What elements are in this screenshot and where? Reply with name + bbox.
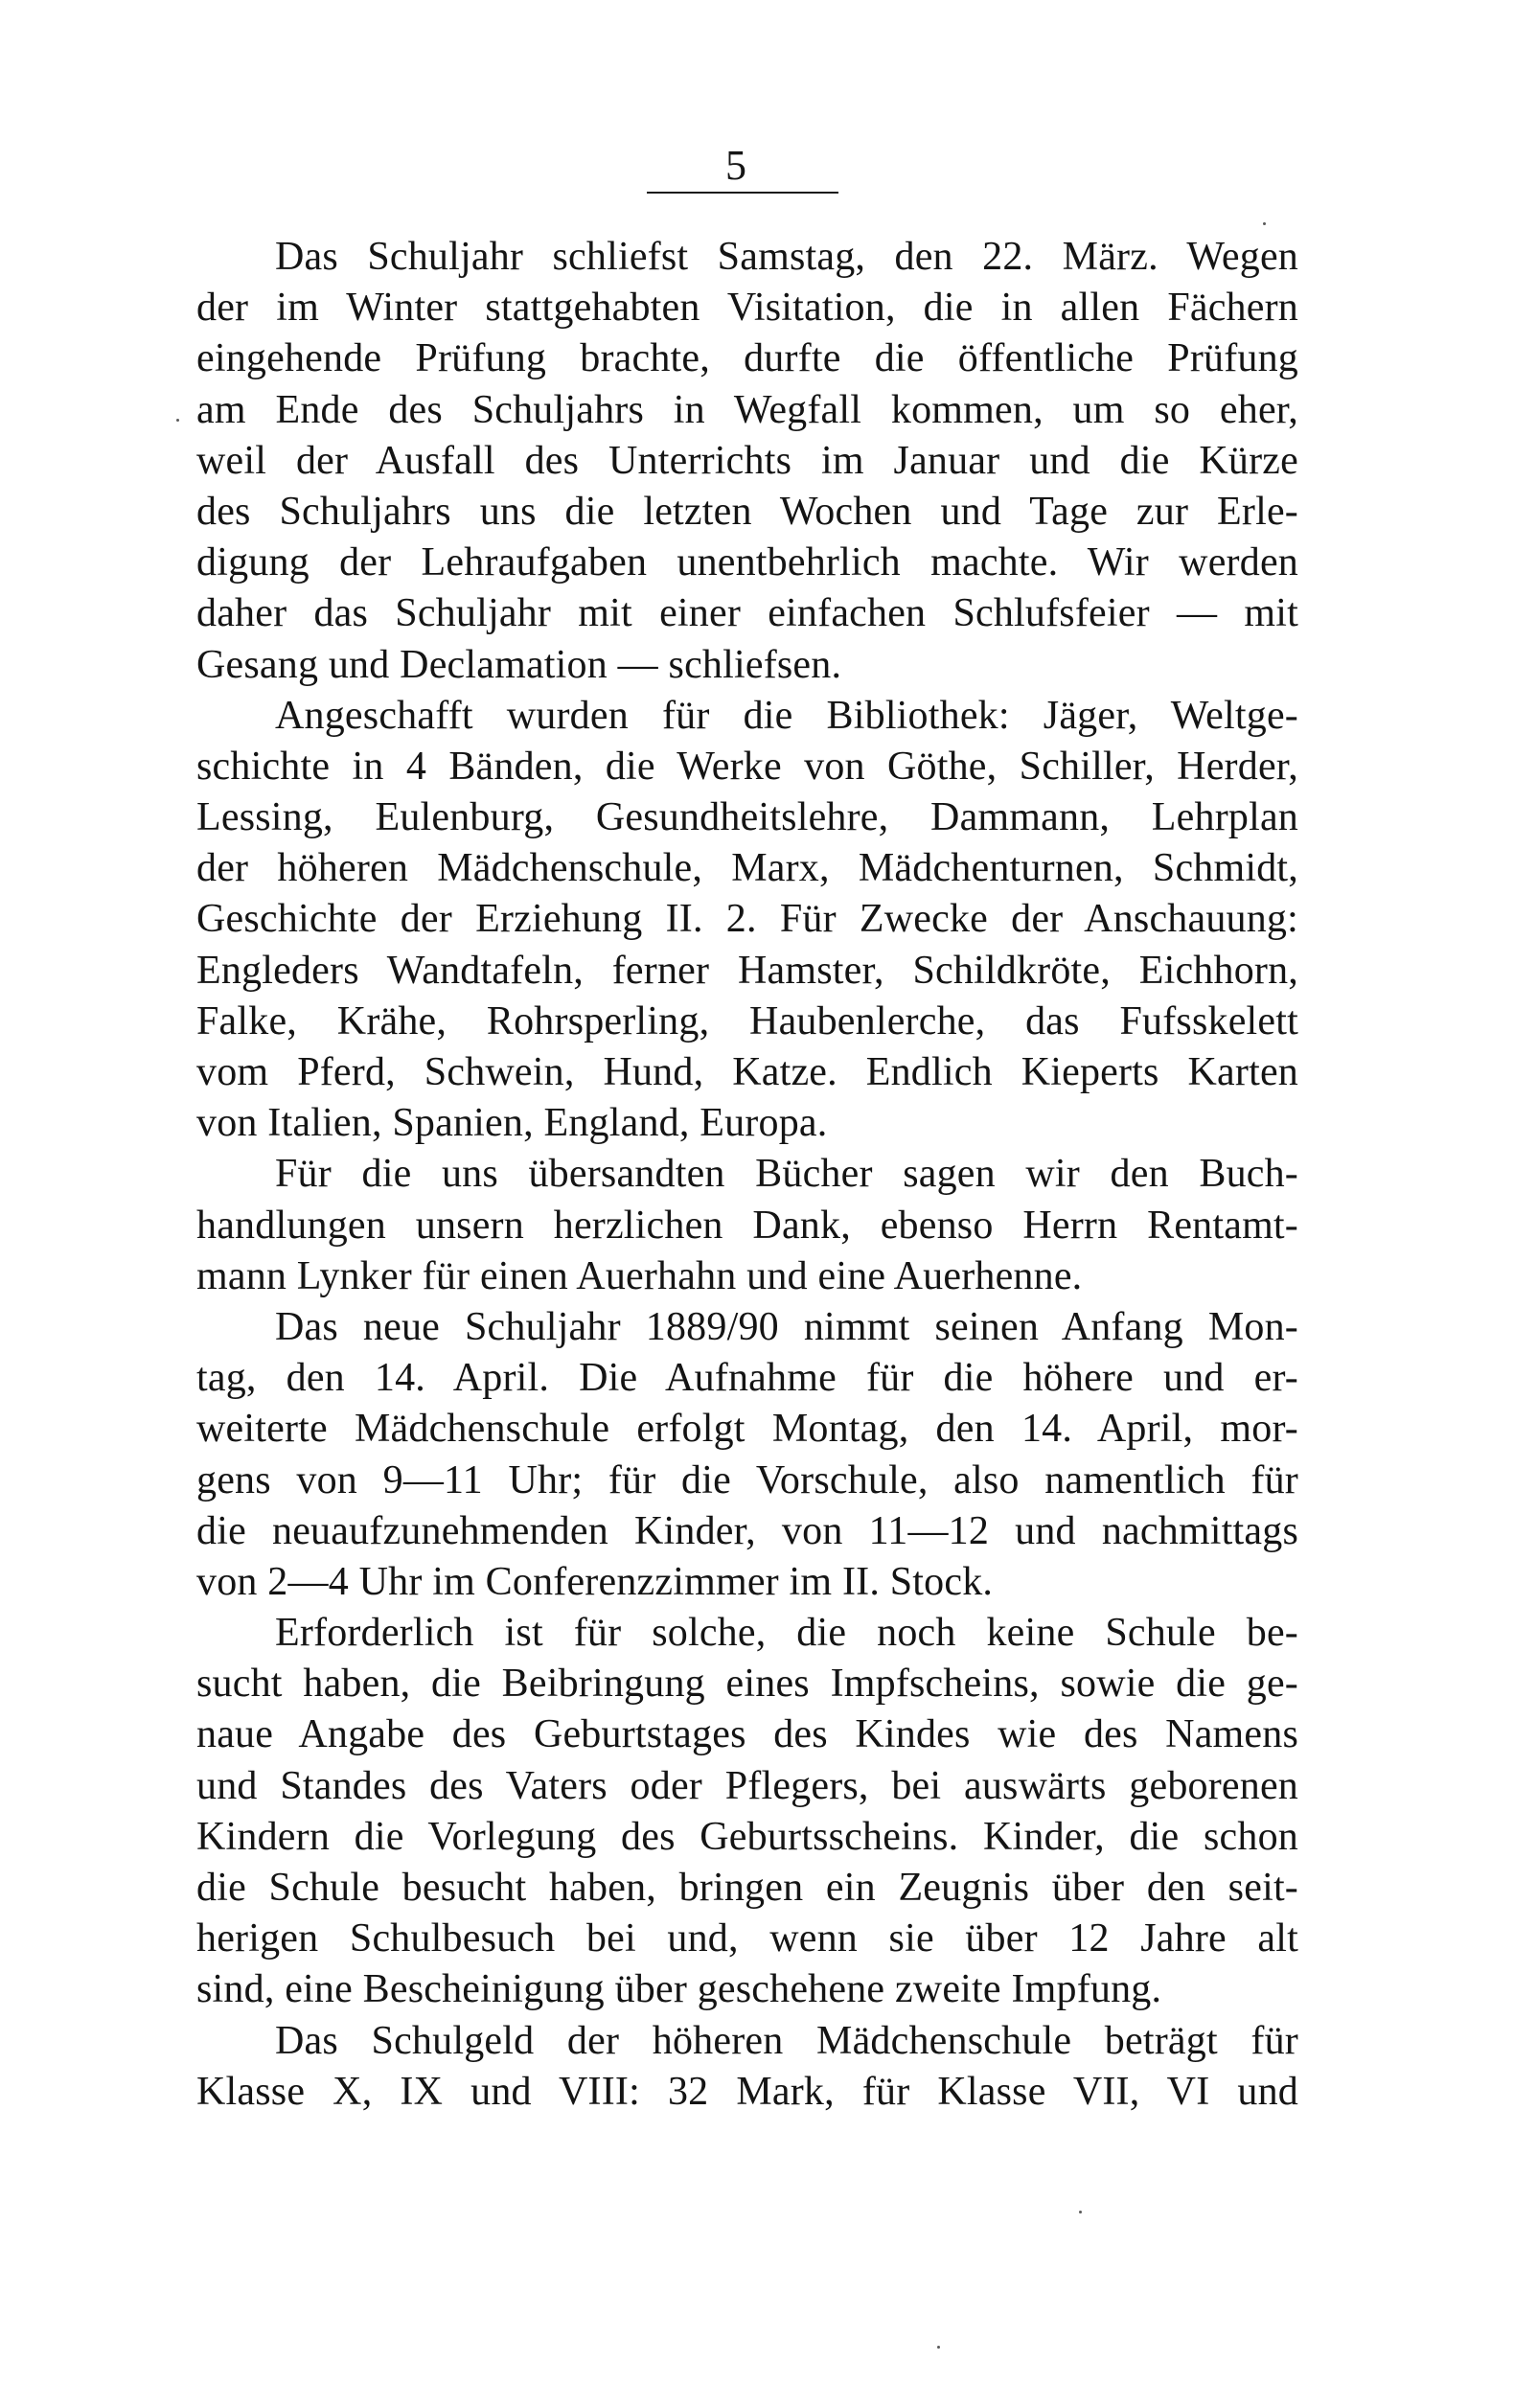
text-line: Das Schuljahr schliefst Samstag, den 22. März. Wegen [275, 235, 1298, 279]
page-number: 5 [725, 142, 746, 189]
text-line: Klasse X, IX und VIII: 32 Mark, für Klasse VII, VI und [196, 2069, 1298, 2114]
text-line: handlungen unsern herzlichen Dank, ebenso Herrn Rentamt- [196, 1203, 1298, 1248]
text-line: sucht haben, die Beibringung eines Impfscheins, sowie die ge- [196, 1662, 1298, 1707]
text-line: Kindern die Vorlegung des Geburtsscheins. Kinder, die schon [196, 1814, 1298, 1859]
text-line: weiterte Mädchenschule erfolgt Montag, den 14. April, mor- [196, 1407, 1298, 1452]
text-line: mann Lynker für einen Auerhahn und eine Auerhenne. [196, 1253, 1083, 1298]
text-line: naue Angabe des Geburtstages des Kindes wie des Namens [196, 1712, 1298, 1757]
text-line: herigen Schulbesuch bei und, wenn sie über 12 Jahre alt [196, 1916, 1298, 1961]
text-line: Gesang und Declamation — schliefsen. [196, 642, 842, 687]
print-speck [1263, 222, 1266, 225]
text-line: die Schule besucht haben, bringen ein Zeugnis über den seit- [196, 1866, 1298, 1910]
text-line: daher das Schuljahr mit einer einfachen Schlufsfeier — mit [196, 591, 1298, 636]
text-line: sind, eine Bescheinigung über geschehene zweite Impfung. [196, 1967, 1162, 2012]
text-line: Das Schulgeld der höheren Mädchenschule beträgt für [275, 2018, 1298, 2063]
text-line: Das neue Schuljahr 1889/90 nimmt seinen Anfang Mon- [275, 1304, 1298, 1349]
text-line: Geschichte der Erziehung II. 2. Für Zwecke der Anschauung: [196, 897, 1298, 942]
print-speck [176, 419, 179, 422]
text-line: weil der Ausfall des Unterrichts im Januar und die Kürze [196, 438, 1298, 483]
print-speck [937, 2346, 940, 2349]
print-speck [1079, 2211, 1082, 2213]
text-line: schichte in 4 Bänden, die Werke von Göthe, Schiller, Herder, [196, 744, 1298, 789]
text-line: von Italien, Spanien, England, Europa. [196, 1101, 828, 1146]
text-line: gens von 9—11 Uhr; für die Vorschule, also namentlich für [196, 1457, 1298, 1502]
text-line: Lessing, Eulenburg, Gesundheitslehre, Dammann, Lehrplan [196, 795, 1298, 840]
text-line: und Standes des Vaters oder Pflegers, bei auswärts geborenen [196, 1763, 1298, 1808]
page-header [640, 142, 832, 190]
text-line: von 2—4 Uhr im Conferenzzimmer im II. Stock. [196, 1559, 994, 1604]
header-rule [647, 192, 838, 194]
text-line: Engleders Wandtafeln, ferner Hamster, Schildkröte, Eichhorn, [196, 948, 1298, 993]
text-line: tag, den 14. April. Die Aufnahme für die höhere und er- [196, 1356, 1298, 1401]
body-text [196, 232, 1298, 2118]
text-line: der im Winter stattgehabten Visitation, die in allen Fächern [196, 286, 1298, 331]
text-line: vom Pferd, Schwein, Hund, Katze. Endlich Kieperts Karten [196, 1050, 1298, 1094]
text-line: am Ende des Schuljahrs in Wegfall kommen, um so eher, [196, 387, 1298, 432]
text-line: Angeschafft wurden für die Bibliothek: Jäger, Weltge- [275, 693, 1298, 738]
text-line: die neuaufzunehmenden Kinder, von 11—12 und nachmittags [196, 1508, 1298, 1553]
text-line: eingehende Prüfung brachte, durfte die öffentliche Prüfung [196, 336, 1298, 381]
text-line: Falke, Krähe, Rohrsperling, Haubenlerche, das Fufsskelett [196, 998, 1298, 1043]
text-line: des Schuljahrs uns die letzten Wochen und Tage zur Erle- [196, 489, 1298, 534]
text-line: digung der Lehraufgaben unentbehrlich machte. Wir werden [196, 540, 1298, 585]
text-line: Erforderlich ist für solche, die noch keine Schule be- [275, 1611, 1298, 1656]
text-line: Für die uns übersandten Bücher sagen wir den Buch- [275, 1152, 1298, 1197]
text-line: der höheren Mädchenschule, Marx, Mädchenturnen, Schmidt, [196, 846, 1298, 891]
